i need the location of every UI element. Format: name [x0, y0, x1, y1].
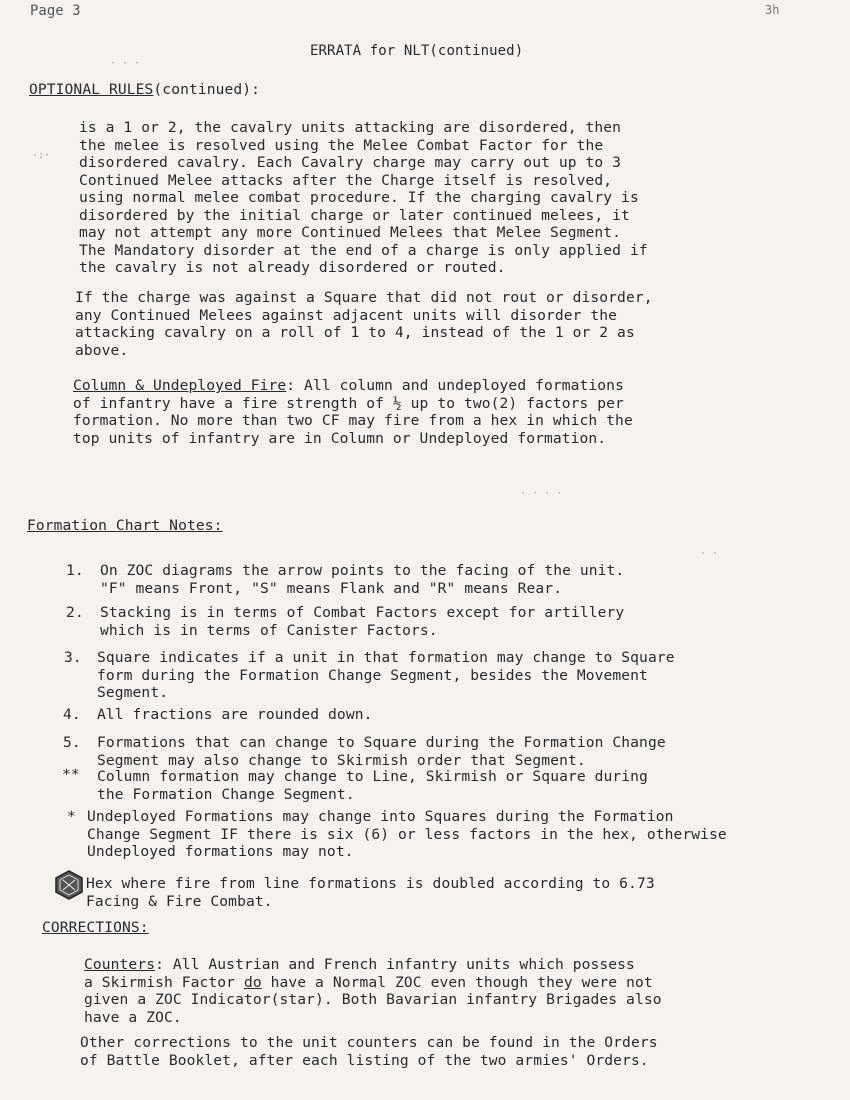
- note-5-marker: 5.: [63, 734, 81, 751]
- optional-rules-paragraph-1: [79, 119, 648, 277]
- hex-fire-icon: [54, 870, 84, 900]
- text-line: which is in terms of Canister Factors.: [100, 621, 438, 639]
- counters-first-line: [84, 956, 662, 974]
- note-2-marker: 2.: [66, 604, 84, 621]
- note-2: [100, 604, 624, 639]
- text-line: is a 1 or 2, the cavalry units attacking are disordered, then: [79, 119, 622, 136]
- hex-note: [86, 875, 655, 910]
- page-number: Page 3: [30, 3, 81, 19]
- text-line: any Continued Melees against adjacent units will disorder the: [75, 306, 618, 324]
- text-line: Undeployed Formations may change into Squares during the Formation: [87, 808, 674, 825]
- text-span: : All Austrian and French infantry units which possess: [155, 956, 635, 973]
- emphasis-do: do: [243, 973, 262, 991]
- scan-smudge: ·:·: [32, 150, 51, 161]
- note-1-marker: 1.: [66, 562, 84, 579]
- counters-second-line: [84, 974, 662, 992]
- text-line: disordered by the initial charge or later continued melees, it: [79, 206, 630, 224]
- note-double-star: [97, 768, 648, 803]
- scan-smudge: · ·: [700, 548, 719, 559]
- text-line: Stacking is in terms of Combat Factors except for artillery: [100, 604, 625, 621]
- text-line: If the charge was against a Square that did not rout or disorder,: [75, 289, 653, 306]
- note-5: [97, 734, 666, 769]
- document-title: ERRATA for NLT(continued): [310, 43, 524, 59]
- optional-rules-heading: [29, 81, 260, 99]
- corrections-heading: CORRECTIONS:: [42, 919, 149, 936]
- optional-rules-paragraph-2: [75, 289, 653, 359]
- text-span: : All column and undeployed formations: [286, 377, 624, 394]
- text-line: Facing & Fire Combat.: [86, 892, 273, 910]
- text-line: the cavalry is not already disordered or routed.: [79, 259, 506, 276]
- text-line: above.: [75, 341, 129, 359]
- note-star-marker: *: [67, 808, 76, 825]
- note-3: [97, 649, 675, 702]
- scan-smudge: · · · ·: [520, 488, 563, 499]
- text-span: have a Normal ZOC even though they were not: [261, 973, 653, 991]
- text-line: attacking cavalry on a roll of 1 to 4, instead of the 1 or 2 as: [75, 324, 635, 341]
- scan-smudge: · · ·: [110, 58, 141, 69]
- counters-paragraph: [84, 956, 662, 1026]
- counters-label: Counters: [84, 956, 156, 973]
- text-line: disordered cavalry. Each Cavalry charge may carry out up to 3: [79, 154, 622, 171]
- text-line: form during the Formation Change Segment, besides the Movement: [97, 666, 648, 684]
- text-line: Formations that can change to Square during the Formation Change: [97, 734, 666, 751]
- column-fire-heading: Column & Undeployed Fire: [73, 377, 287, 394]
- text-line: All fractions are rounded down.: [97, 706, 373, 723]
- text-line: Continued Melee attacks after the Charge itself is resolved,: [79, 171, 613, 189]
- text-line: given a ZOC Indicator(star). Both Bavarian infantry Brigades also: [84, 991, 662, 1008]
- text-line: "F" means Front, "S" means Flank and "R" means Rear.: [100, 579, 563, 597]
- note-star: [87, 808, 727, 861]
- text-line: Segment.: [97, 684, 169, 701]
- formation-notes-heading: Formation Chart Notes:: [27, 517, 223, 534]
- text-span: a Skirmish Factor: [84, 973, 244, 991]
- text-line: Column formation may change to Line, Skirmish or Square during: [97, 768, 648, 785]
- text-line: Undeployed formations may not.: [87, 843, 354, 860]
- corner-mark: 3h: [765, 3, 780, 17]
- note-1: [100, 562, 624, 597]
- column-fire-first-line: [73, 377, 633, 395]
- text-line: have a ZOC.: [84, 1008, 182, 1026]
- text-line: Other corrections to the unit counters can be found in the Orders: [80, 1034, 658, 1051]
- column-undeployed-fire-paragraph: [73, 377, 633, 447]
- text-line: The Mandatory disorder at the end of a charge is only applied if: [79, 241, 648, 259]
- text-line: formation. No more than two CF may fire from a hex in which the: [73, 412, 633, 429]
- optional-rules-heading-text: OPTIONAL RULES: [29, 81, 154, 98]
- text-line: top units of infantry are in Column or Undeployed formation.: [73, 429, 607, 447]
- text-line: the melee is resolved using the Melee Combat Factor for the: [79, 136, 604, 154]
- text-line: the Formation Change Segment.: [97, 785, 355, 803]
- text-line: of Battle Booklet, after each listing of the two armies' Orders.: [80, 1051, 649, 1069]
- text-line: On ZOC diagrams the arrow points to the facing of the unit.: [100, 562, 625, 579]
- other-corrections-paragraph: [80, 1034, 658, 1069]
- text-line: may not attempt any more Continued Melees that Melee Segment.: [79, 224, 622, 241]
- note-4: [97, 706, 372, 724]
- text-line: of infantry have a fire strength of ½ up to two(2) factors per: [73, 394, 624, 412]
- note-3-marker: 3.: [64, 649, 82, 666]
- text-line: Hex where fire from line formations is doubled according to 6.73: [86, 875, 655, 892]
- text-line: Square indicates if a unit in that formation may change to Square: [97, 649, 675, 666]
- note-4-marker: 4.: [63, 706, 81, 723]
- text-line: using normal melee combat procedure. If the charging cavalry is: [79, 189, 639, 206]
- text-line: Change Segment IF there is six (6) or less factors in the hex, otherwise: [87, 825, 727, 843]
- note-double-star-marker: **: [62, 766, 80, 783]
- optional-rules-heading-suffix: (continued):: [153, 81, 261, 98]
- text-line: Segment may also change to Skirmish order that Segment.: [97, 751, 586, 769]
